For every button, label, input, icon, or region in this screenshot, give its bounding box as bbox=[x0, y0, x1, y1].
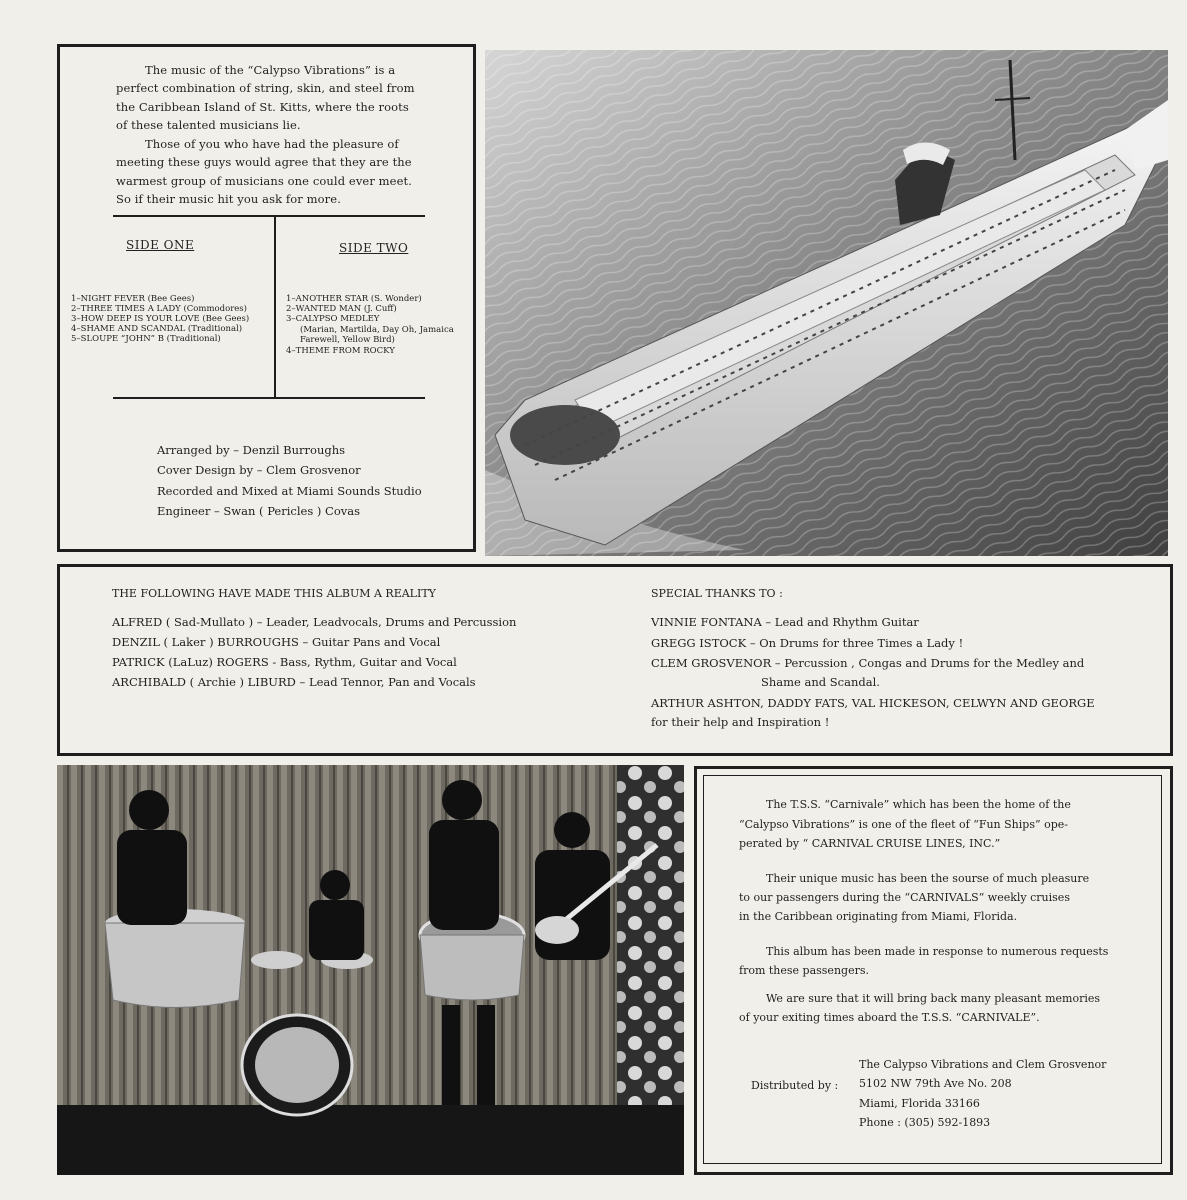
intro-line: The music of the “Calypso Vibrations” is a bbox=[145, 63, 396, 77]
address-line: Miami, Florida 33166 bbox=[859, 1097, 980, 1110]
thanks-line: VINNIE FONTANA – Lead and Rhythm Guitar bbox=[651, 615, 919, 629]
carnivale-line: This album has been made in response to numerous requests bbox=[766, 945, 1109, 958]
thanks-line: ARTHUR ASHTON, DADDY FATS, VAL HICKESON, CELWYN AND GEORGE bbox=[651, 696, 1095, 710]
address-line: Phone : (305) 592-1893 bbox=[859, 1116, 991, 1129]
track-item: 1–ANOTHER STAR (S. Wonder) bbox=[286, 294, 422, 304]
intro-line: warmest group of musicians one could ever meet. bbox=[116, 174, 412, 188]
carnivale-line: The T.S.S. “Carnivale” which has been the home of the bbox=[766, 798, 1071, 811]
member-line: ARCHIBALD ( Archie ) LIBURD – Lead Tennor, Pan and Vocals bbox=[112, 675, 476, 689]
track-item: 2–WANTED MAN (J. Cuff) bbox=[286, 304, 397, 314]
carnivale-line: from these passengers. bbox=[739, 964, 869, 977]
cruise-ship-photo bbox=[485, 50, 1168, 556]
credit-line: Recorded and Mixed at Miami Sounds Studio bbox=[157, 484, 422, 498]
carnivale-line: Their unique music has been the sourse of much pleasure bbox=[766, 872, 1090, 885]
tracklist-divider bbox=[274, 215, 276, 398]
intro-line: of these talented musicians lie. bbox=[116, 118, 301, 132]
carnivale-line: perated by “ CARNIVAL CRUISE LINES, INC.” bbox=[739, 837, 1001, 850]
carnivale-line: of your exiting times aboard the T.S.S. “CARNIVALE”. bbox=[739, 1011, 1040, 1024]
intro-line: Those of you who have had the pleasure of bbox=[145, 137, 399, 151]
intro-line: perfect combination of string, skin, and steel from bbox=[116, 81, 415, 95]
tracklist-top-rule bbox=[113, 215, 425, 217]
thanks-heading: SPECIAL THANKS TO : bbox=[651, 587, 783, 600]
track-item: 1–NIGHT FEVER (Bee Gees) bbox=[71, 294, 195, 304]
credit-line: Engineer – Swan ( Pericles ) Covas bbox=[157, 504, 361, 518]
member-line: DENZIL ( Laker ) BURROUGHS – Guitar Pans and Vocal bbox=[112, 635, 441, 649]
address-line: 5102 NW 79th Ave No. 208 bbox=[859, 1077, 1012, 1090]
carnivale-line: “Calypso Vibrations” is one of the fleet of “Fun Ships” ope- bbox=[739, 818, 1068, 831]
thanks-line: CLEM GROSVENOR – Percussion , Congas and Drums for the Medley and bbox=[651, 656, 1085, 670]
credit-line: Arranged by – Denzil Burroughs bbox=[157, 443, 346, 457]
credit-line: Cover Design by – Clem Grosvenor bbox=[157, 463, 361, 477]
address-line: The Calypso Vibrations and Clem Grosvenor bbox=[859, 1058, 1107, 1071]
member-line: ALFRED ( Sad-Mullato ) – Leader, Leadvocals, Drums and Percussion bbox=[112, 615, 517, 629]
tracklist-bottom-rule bbox=[113, 397, 425, 399]
track-item: 2–THREE TIMES A LADY (Commodores) bbox=[71, 304, 247, 314]
side-two-title: SIDE TWO bbox=[339, 241, 409, 255]
member-line: PATRICK (LaLuz) ROGERS - Bass, Rythm, Guitar and Vocal bbox=[112, 655, 457, 669]
side-one-title: SIDE ONE bbox=[126, 238, 195, 252]
track-item: 4–SHAME AND SCANDAL (Traditional) bbox=[71, 324, 243, 334]
track-item: 4–THEME FROM ROCKY bbox=[286, 346, 395, 356]
carnivale-line: We are sure that it will bring back many pleasant memories bbox=[766, 992, 1101, 1005]
track-item: Farewell, Yellow Bird) bbox=[300, 335, 395, 345]
track-item: (Marian, Martilda, Day Oh, Jamaica bbox=[300, 325, 454, 335]
intro-line: meeting these guys would agree that they are the bbox=[116, 155, 412, 169]
intro-line: So if their music hit you ask for more. bbox=[116, 192, 341, 206]
track-item: 3–HOW DEEP IS YOUR LOVE (Bee Gees) bbox=[71, 314, 250, 324]
carnivale-line: to our passengers during the “CARNIVALS” weekly cruises bbox=[739, 891, 1070, 904]
band-photo bbox=[57, 765, 684, 1175]
carnivale-line: in the Caribbean originating from Miami, Florida. bbox=[739, 910, 1018, 923]
thanks-line: Shame and Scandal. bbox=[761, 675, 880, 689]
thanks-line: for their help and Inspiration ! bbox=[651, 715, 830, 729]
track-item: 5–SLOUPE “JOHN” B (Traditional) bbox=[71, 334, 221, 344]
intro-line: the Caribbean Island of St. Kitts, where the roots bbox=[116, 100, 409, 114]
track-item: 3–CALYPSO MEDLEY bbox=[286, 314, 380, 324]
members-heading: THE FOLLOWING HAVE MADE THIS ALBUM A REALITY bbox=[112, 587, 436, 600]
distributed-label: Distributed by : bbox=[751, 1079, 839, 1092]
thanks-line: GREGG ISTOCK – On Drums for three Times a Lady ! bbox=[651, 636, 964, 650]
